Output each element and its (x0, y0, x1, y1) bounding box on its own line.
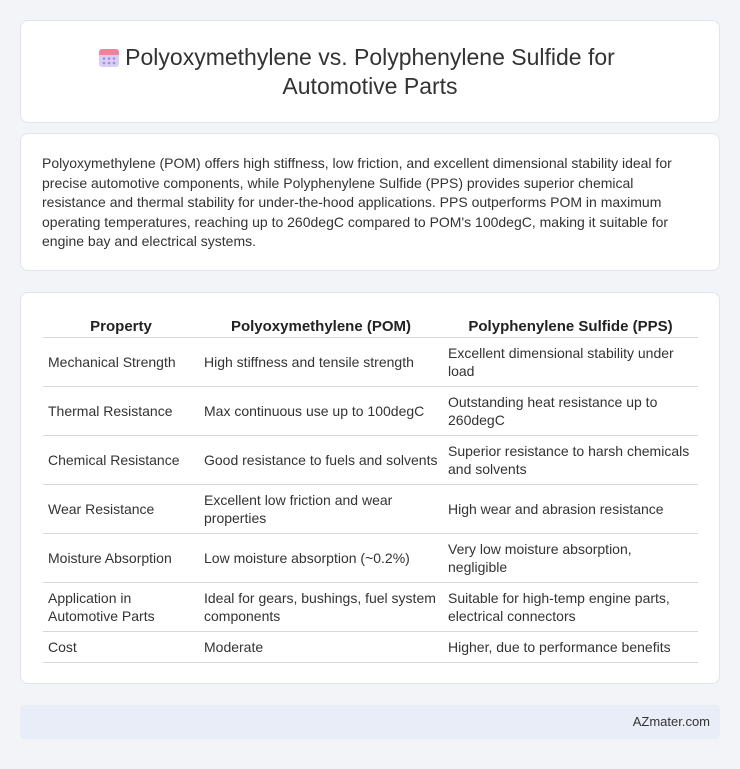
cell-pps: Outstanding heat resistance up to 260degC (443, 386, 698, 435)
cell-property: Cost (43, 631, 199, 662)
comparison-table-card (20, 292, 720, 684)
cell-pom: Low moisture absorption (~0.2%) (199, 533, 443, 582)
cell-pps: Superior resistance to harsh chemicals and solvents (443, 435, 698, 484)
table-row (43, 533, 698, 582)
cell-property: Mechanical Strength (43, 337, 199, 386)
table-header-row (43, 315, 698, 337)
table-row (43, 435, 698, 484)
summary-card (20, 133, 720, 271)
table-row (43, 337, 698, 386)
cell-pps: Excellent dimensional stability under load (443, 337, 698, 386)
cell-property: Application in Automotive Parts (43, 582, 199, 631)
cell-property: Chemical Resistance (43, 435, 199, 484)
table-row (43, 631, 698, 662)
table-row (43, 484, 698, 533)
page-title: Polyoxymethylene vs. Polyphenylene Sulfide for Automotive Parts (125, 44, 615, 99)
cell-pom: Excellent low friction and wear properties (199, 484, 443, 533)
cell-pom: Max continuous use up to 100degC (199, 386, 443, 435)
cell-pom: High stiffness and tensile strength (199, 337, 443, 386)
cell-property: Wear Resistance (43, 484, 199, 533)
cell-pom: Good resistance to fuels and solvents (199, 435, 443, 484)
table-row (43, 582, 698, 631)
cell-pom: Ideal for gears, bushings, fuel system components (199, 582, 443, 631)
title-card (20, 20, 720, 123)
cell-pps: Very low moisture absorption, negligible (443, 533, 698, 582)
header-property: Property (43, 315, 199, 337)
footer-bar (20, 705, 720, 739)
comparison-table (43, 315, 698, 663)
footer-brand[interactable]: AZmater.com (632, 714, 710, 729)
cell-pps: Higher, due to performance benefits (443, 631, 698, 662)
cell-pom: Moderate (199, 631, 443, 662)
cell-pps: Suitable for high-temp engine parts, electrical connectors (443, 582, 698, 631)
cell-property: Moisture Absorption (43, 533, 199, 582)
summary-text: Polyoxymethylene (POM) offers high stiffness, low friction, and excellent dimensional stability ideal for precise automotive components, while Polyphenylene Sulfide (PPS) provides superior chemical resistance and thermal stability for under-the-hood applications. PPS outperforms POM in maximum operating temperatures, reaching up to 260degC compared to POM's 100degC, making it suitable for engine bay and electrical systems. (42, 155, 672, 249)
cell-property: Thermal Resistance (43, 386, 199, 435)
header-pom: Polyoxymethylene (POM) (199, 315, 443, 337)
header-pps: Polyphenylene Sulfide (PPS) (443, 315, 698, 337)
table-row (43, 386, 698, 435)
cell-pps: High wear and abrasion resistance (443, 484, 698, 533)
